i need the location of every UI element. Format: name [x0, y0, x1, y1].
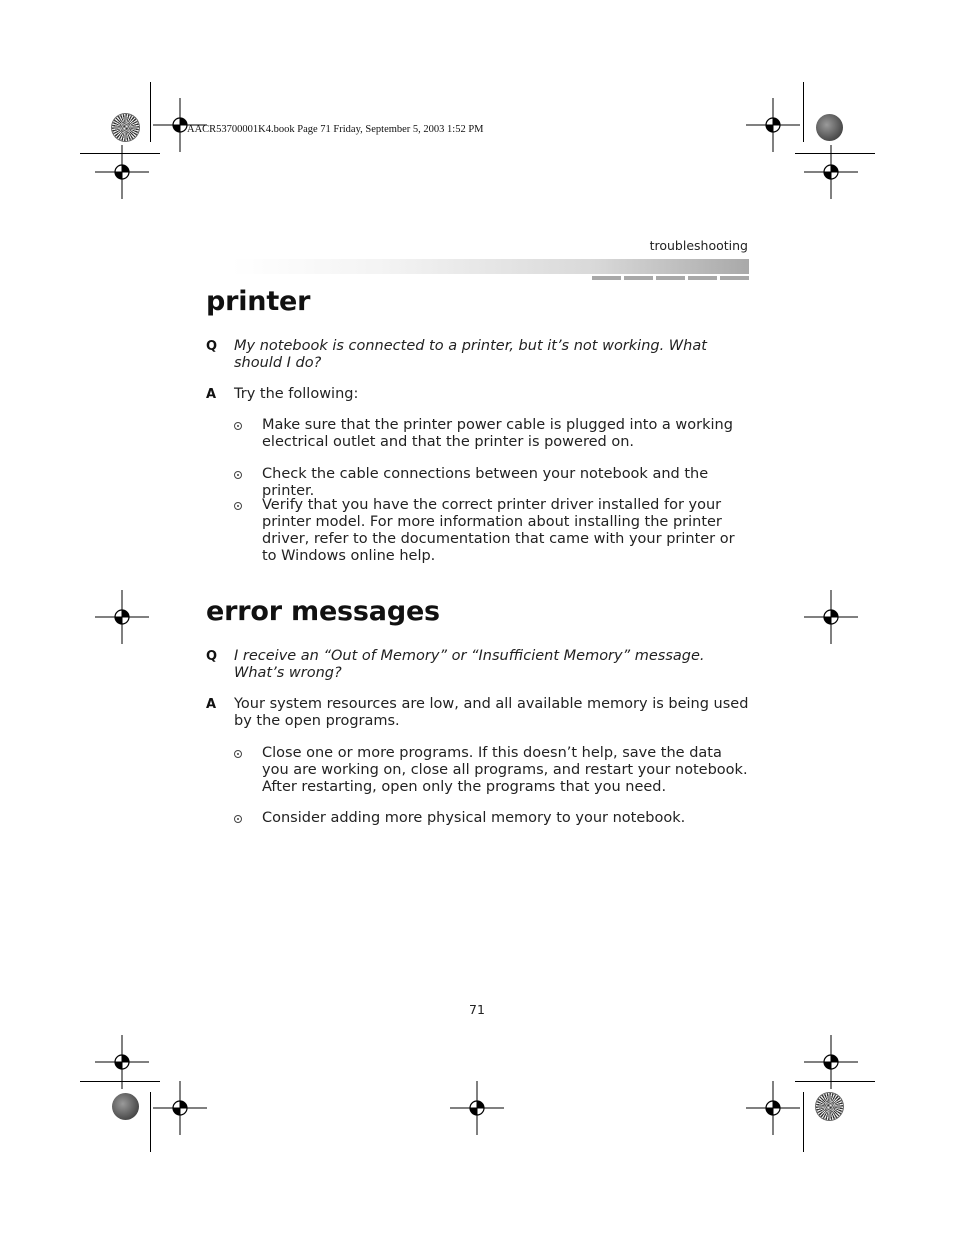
crop-line: [150, 1092, 151, 1152]
crop-line: [803, 82, 804, 142]
print-density-wheel-icon: [112, 114, 139, 141]
registration-crosshair-icon: [153, 98, 207, 152]
print-density-wheel-icon: [816, 1093, 843, 1120]
question-label: Q: [206, 339, 218, 354]
list-item: Make sure that the printer power cable is plugged into a working electrical outlet and that the printer is powered on.: [262, 417, 733, 450]
answer-label: A: [206, 387, 217, 402]
header-dash-rule: [592, 276, 749, 280]
running-head: troubleshooting: [649, 238, 748, 253]
bullet-icon: [234, 750, 242, 758]
registration-crosshair-icon: [95, 1035, 149, 1089]
list-item: Close one or more programs. If this doesn’t help, save the data you are working on, close all programs, and restart your notebook. After restarting, open only the programs that you need.: [262, 745, 748, 795]
print-density-wheel-icon: [112, 1093, 139, 1120]
list-item: Check the cable connections between your notebook and the printer.: [262, 466, 709, 499]
section-title-error-messages: error messages: [206, 596, 440, 627]
crop-line: [150, 82, 151, 142]
bullet-icon: [234, 422, 242, 430]
bullet-icon: [234, 502, 242, 510]
registration-crosshair-icon: [450, 1081, 504, 1135]
print-density-wheel-icon: [816, 114, 843, 141]
registration-crosshair-icon: [746, 1081, 800, 1135]
registration-crosshair-icon: [95, 145, 149, 199]
header-gradient-bar: [232, 259, 749, 274]
question-text: I receive an “Out of Memory” or “Insufficient Memory” message. What’s wrong?: [234, 648, 705, 681]
bullet-icon: [234, 815, 242, 823]
answer-text: Your system resources are low, and all available memory is being used by the open programs.: [234, 696, 749, 729]
registration-crosshair-icon: [804, 590, 858, 644]
answer-label: A: [206, 697, 217, 712]
page-number: 71: [469, 1002, 485, 1017]
answer-text: Try the following:: [234, 386, 359, 402]
list-item: Verify that you have the correct printer driver installed for your printer model. For more information about installing the printer driver, refer to the documentation that came with your printer or to Windows online help.: [262, 497, 735, 564]
crop-line: [803, 1092, 804, 1152]
registration-crosshair-icon: [95, 590, 149, 644]
list-item: Consider adding more physical memory to your notebook.: [262, 810, 686, 826]
registration-crosshair-icon: [804, 145, 858, 199]
question-label: Q: [206, 649, 218, 664]
question-text: My notebook is connected to a printer, but it’s not working. What should I do?: [234, 338, 707, 371]
registration-crosshair-icon: [746, 98, 800, 152]
registration-crosshair-icon: [153, 1081, 207, 1135]
bullet-icon: [234, 471, 242, 479]
registration-crosshair-icon: [804, 1035, 858, 1089]
printer-slug-line: AACR53700001K4.book Page 71 Friday, September 5, 2003 1:52 PM: [187, 124, 484, 135]
section-title-printer: printer: [206, 286, 311, 317]
